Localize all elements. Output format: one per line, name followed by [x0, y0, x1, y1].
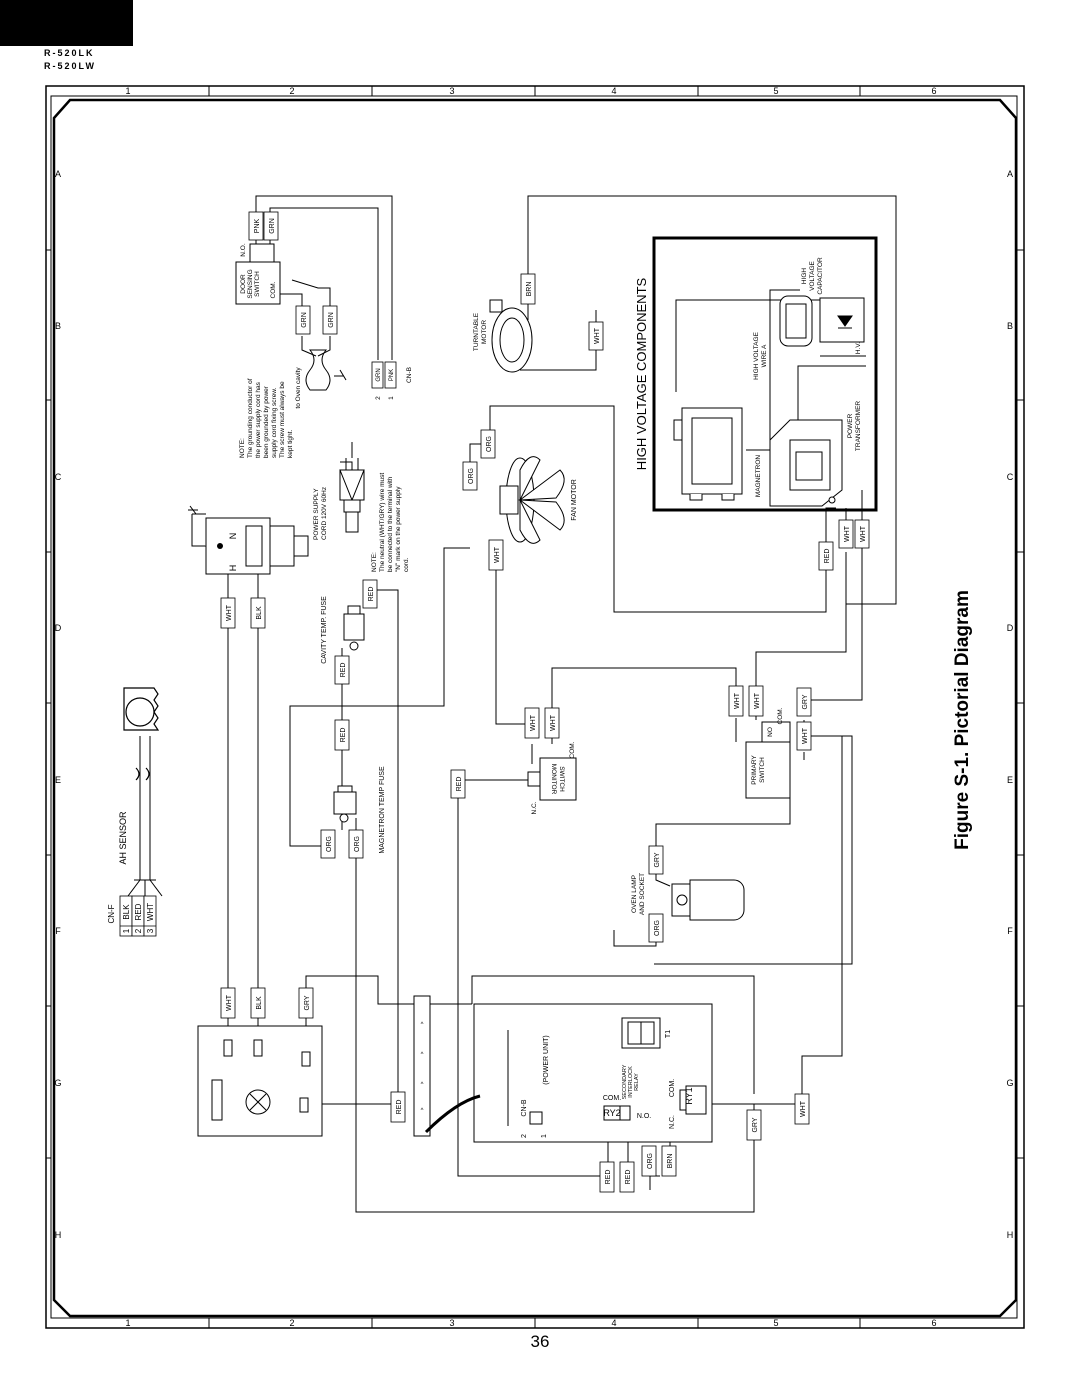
wire-color-label-31: WHT — [860, 526, 867, 542]
t1-label: T1 — [665, 1029, 672, 1039]
col-label-6-bottom: 6 — [931, 1318, 937, 1328]
note-neutral-5: cord. — [403, 557, 410, 572]
col-label-5-bottom: 5 — [773, 1318, 779, 1328]
wire-color-label-16: RED — [396, 1099, 403, 1115]
cn-b-board-pin-2: 2 — [521, 1134, 528, 1138]
power-cord-label-1: POWER SUPPLY — [313, 488, 320, 540]
wire-color-label-35: RED — [605, 1169, 612, 1185]
wire-color-label-32: GRY — [654, 852, 661, 868]
wire-color-label-22: RED — [456, 776, 463, 792]
row-label-g-right: G — [1006, 1078, 1014, 1088]
terminal-h: H — [228, 564, 238, 572]
note-neutral-3: be connected to the terminal with — [387, 476, 394, 572]
wire-color-label-13: RED — [340, 727, 347, 743]
cn-b-board-pin-1: 1 — [541, 1134, 548, 1138]
control-unit — [198, 1026, 322, 1136]
power-transformer — [770, 420, 842, 506]
cn-f-wht: WHT — [146, 902, 155, 922]
hv-wire-label-2: WIRE A — [761, 344, 768, 368]
hv-rectifier — [820, 298, 864, 342]
power-plug — [340, 442, 364, 532]
wire-color-label-7: BLK — [256, 606, 263, 620]
cn-f-red: RED — [134, 903, 143, 921]
power-unit-board — [474, 1004, 712, 1142]
cavity-temp-fuse — [344, 606, 364, 650]
monitor-com: COM. — [569, 741, 576, 759]
row-label-d-left: D — [54, 623, 62, 633]
filter-terminal-dot — [217, 543, 223, 549]
cn-b-pin-1: 1 — [388, 396, 395, 400]
row-label-a-left: A — [54, 169, 62, 179]
svg-text:^: ^ — [420, 1108, 424, 1114]
cn-b-board-label: CN-B — [521, 1099, 528, 1117]
wire-color-label-38: BRN — [667, 1153, 674, 1169]
ground-terminal — [306, 350, 346, 390]
col-label-6-top: 6 — [931, 86, 937, 96]
svg-text:^: ^ — [420, 1082, 424, 1088]
wire-color-label-37: ORG — [647, 1153, 654, 1169]
turntable-motor — [490, 300, 532, 372]
turntable-label-2: MOTOR — [481, 319, 488, 345]
svg-text:^: ^ — [420, 1052, 424, 1058]
secondary-relay-label-3: RELAY — [634, 1073, 640, 1091]
note-ground-7: kept tight. — [287, 429, 294, 458]
hv-cap-label-3: CAPACITOR — [817, 257, 824, 295]
ry1-com-label: COM. — [669, 1078, 676, 1098]
note-ground-2: The grounding conductor of — [247, 378, 254, 458]
col-label-2-top: 2 — [289, 86, 295, 96]
oven-lamp-label-1: OVEN LAMP — [631, 875, 638, 913]
oven-lamp — [672, 880, 744, 920]
wire-color-label-2: GRN — [301, 312, 308, 328]
row-label-b-left: B — [54, 321, 62, 331]
cn-f-pin-1: 1 — [122, 928, 131, 934]
row-label-e-left: E — [54, 775, 62, 785]
col-label-2-bottom: 2 — [289, 1318, 295, 1328]
wire-color-label-8: WHT — [226, 995, 233, 1011]
cn-b-top-label: CN-B — [406, 367, 413, 383]
secondary-relay-label-2: INTERLOCK — [628, 1066, 634, 1098]
wire-color-label-1: GRN — [269, 218, 276, 234]
page-number: 36 — [530, 1332, 550, 1351]
wire-color-label-24: WHT — [594, 328, 601, 344]
transformer-label-2: TRANSFORMER — [855, 400, 862, 452]
wire-color-label-30: WHT — [844, 526, 851, 542]
cn-f-blk: BLK — [122, 904, 131, 920]
wire-color-label-12: RED — [340, 662, 347, 678]
svg-text:^: ^ — [420, 1022, 424, 1028]
monitor-label-1: MONITOR — [550, 763, 557, 795]
fan-motor-label: FAN MOTOR — [571, 479, 578, 521]
primary-no: NO — [767, 727, 774, 737]
wire-color-label-10: GRY — [304, 995, 311, 1011]
wire-color-label-9: BLK — [256, 996, 263, 1010]
wire-color-label-26: WHT — [754, 693, 761, 709]
note-ground-1: NOTE: — [239, 438, 246, 458]
row-label-e-right: E — [1006, 775, 1014, 785]
row-label-b-right: B — [1006, 321, 1014, 331]
wire-color-label-33: ORG — [654, 920, 661, 936]
ry1-nc-label: N.C. — [669, 1115, 676, 1129]
wire-color-label-36: RED — [625, 1169, 632, 1185]
row-label-h-right: H — [1006, 1230, 1014, 1240]
wire-color-label-4: GRN — [376, 368, 382, 382]
col-label-3-bottom: 3 — [449, 1318, 455, 1328]
note-ground-4: been grounded by power — [263, 386, 270, 458]
wire-color-label-6: WHT — [226, 605, 233, 621]
note-neutral-4: "N" mark on the power supply — [395, 486, 402, 572]
magnetron — [674, 408, 742, 500]
col-label-4-bottom: 4 — [611, 1318, 617, 1328]
primary-label-2: SWITCH — [759, 757, 766, 783]
row-label-h-left: H — [54, 1230, 62, 1240]
hv-cap-label-1: HIGH — [801, 267, 808, 285]
magnetron-temp-fuse-label: MAGNETRON TEMP FUSE — [379, 766, 386, 854]
model-code-1: R-520LK — [44, 48, 95, 58]
door-switch-label-3: SWITCH — [254, 271, 261, 297]
col-label-1-bottom: 1 — [125, 1318, 131, 1328]
hv-wire-label-1: HIGH VOLTAGE — [753, 332, 760, 380]
row-label-c-left: C — [54, 472, 62, 482]
wire-color-label-25: WHT — [734, 693, 741, 709]
cavity-temp-fuse-label: CAVITY TEMP. FUSE — [321, 596, 328, 664]
door-switch-no: N.O. — [240, 243, 247, 257]
to-oven-cavity-label: to Oven cavity — [295, 367, 302, 409]
wire-color-label-21: WHT — [550, 715, 557, 731]
col-label-1-top: 1 — [125, 86, 131, 96]
model-code-2: R-520LW — [44, 61, 97, 71]
row-label-a-right: A — [1006, 169, 1014, 179]
primary-label-1: PRIMARY — [751, 755, 758, 785]
magnetron-label: MAGNETRON — [755, 454, 762, 498]
door-switch-label-1: DOOR — [240, 274, 247, 294]
transformer-label-1: POWER — [847, 413, 854, 439]
cn-f-pin-2: 2 — [134, 928, 143, 934]
note-neutral-2: The neutral (WHT/GRY) wire must — [379, 472, 386, 572]
ry2-no-label: N.O. — [636, 1113, 652, 1120]
note-neutral-1: NOTE: — [371, 552, 378, 572]
note-ground-5: supply cord fixing screw. — [271, 387, 278, 458]
wire-color-label-11: RED — [368, 586, 375, 602]
wire-color-label-40: WHT — [800, 1101, 807, 1117]
hv-box-title: HIGH VOLTAGE COMPONENTS — [634, 277, 649, 471]
hv-cap-label-2: VOLTAGE — [809, 261, 816, 291]
ah-sensor-label: AH SENSOR — [118, 811, 128, 865]
col-label-5-top: 5 — [773, 86, 779, 96]
primary-com: COM. — [777, 707, 784, 725]
ah-sensor — [124, 688, 158, 780]
col-label-4-top: 4 — [611, 86, 617, 96]
wire-color-label-17: ORG — [486, 436, 493, 452]
oven-lamp-label-2: AND SOCKET — [639, 872, 646, 916]
row-label-f-left: F — [55, 926, 61, 936]
turntable-label-1: TURNTABLE — [473, 312, 480, 352]
noise-filter-block — [188, 506, 308, 574]
power-unit-label: (POWER UNIT) — [543, 1035, 550, 1085]
ry1-label: RY1 — [684, 1087, 694, 1105]
col-label-3-top: 3 — [449, 86, 455, 96]
note-ground-6: The screw must always be — [279, 381, 286, 458]
ry2-label: RY2 — [603, 1108, 621, 1118]
cn-f-pin-3: 3 — [146, 928, 155, 934]
wire-color-label-29: RED — [824, 548, 831, 564]
fan-motor — [500, 457, 564, 544]
wire-color-label-5: PNK — [389, 368, 395, 382]
ry2-com-label: COM. — [602, 1095, 622, 1102]
note-ground-3: the power supply cord has — [255, 382, 262, 458]
power-cord-label-2: CORD 120V 60Hz — [321, 486, 328, 540]
wire-color-label-0: PNK — [254, 218, 261, 234]
wire-color-label-39: GRY — [752, 1117, 759, 1133]
wire-color-label-18: ORG — [468, 468, 475, 484]
monitor-label-2: SWITCH — [558, 766, 565, 792]
figure-title: Figure S-1. Pictorial Diagram — [952, 590, 973, 850]
row-label-g-left: G — [54, 1078, 62, 1088]
terminal-strip — [414, 996, 480, 1136]
secondary-relay-label-1: SECONDARY — [622, 1064, 628, 1100]
door-switch-com: COM. — [270, 281, 277, 299]
cn-b-pin-2: 2 — [375, 396, 382, 400]
monitor-nc: N.C. — [531, 801, 538, 815]
row-label-f-right: F — [1007, 926, 1013, 936]
row-label-d-right: D — [1006, 623, 1014, 633]
wire-color-label-3: GRN — [328, 312, 335, 328]
wire-color-label-19: WHT — [494, 547, 501, 563]
wire-color-label-14: ORG — [326, 836, 333, 852]
magnetron-temp-fuse — [334, 786, 356, 822]
wire-color-label-28: WHT — [802, 728, 809, 744]
terminal-n: N — [228, 532, 238, 540]
wire-color-label-23: BRN — [526, 281, 533, 297]
wire-color-label-20: WHT — [530, 715, 537, 731]
wire-color-label-15: ORG — [354, 836, 361, 852]
wire-color-label-27: GRY — [802, 694, 809, 710]
door-switch-label-2: SENSING — [247, 269, 254, 299]
cn-f-label: CN-F — [107, 904, 116, 924]
row-label-c-right: C — [1006, 472, 1014, 482]
